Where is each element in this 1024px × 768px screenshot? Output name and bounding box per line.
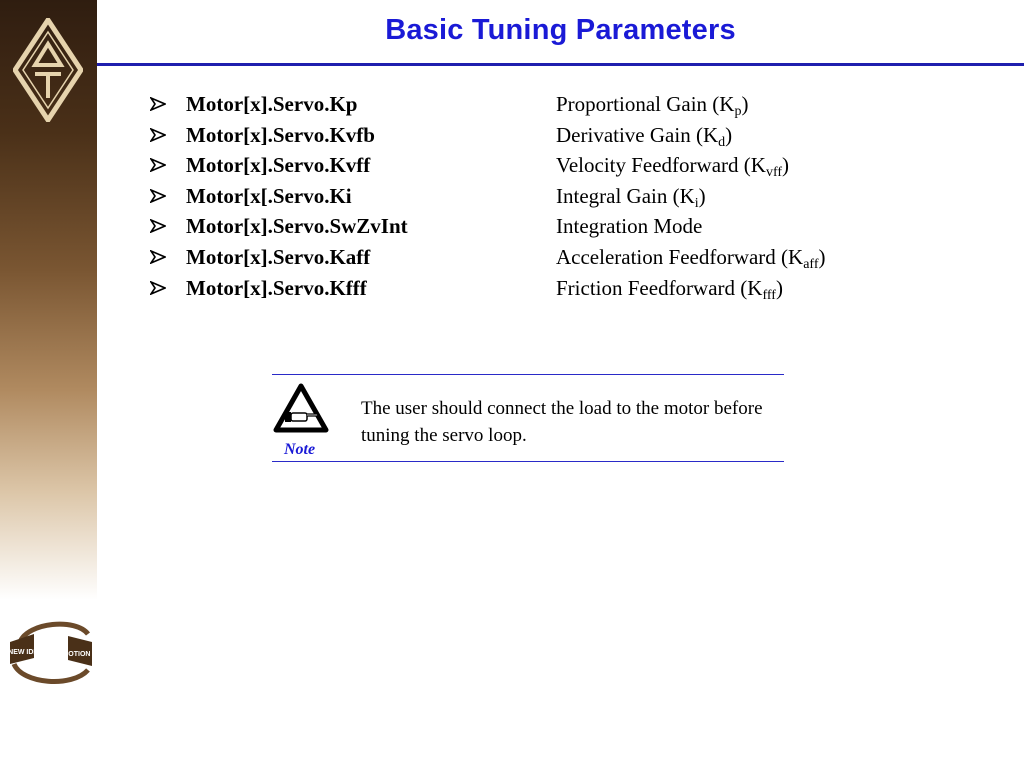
parameter-name: Motor[x].Servo.Kvff [186, 153, 371, 178]
page-title: Basic Tuning Parameters [385, 14, 736, 46]
parameter-description-text: Proportional Gain (K [556, 92, 735, 116]
parameter-description-close: ) [698, 183, 706, 208]
logo-text-in-motion: IN MOTION [53, 651, 91, 658]
logo-text-new-ideas: NEW IDEAS [8, 649, 48, 656]
parameter-description [556, 214, 702, 239]
parameter-description-close: ) [818, 244, 826, 269]
arrow-bullet-icon [150, 189, 166, 203]
sidebar-gradient [0, 0, 97, 600]
parameter-subscript: vff [765, 165, 783, 181]
parameter-description-text: Friction Feedforward (K [556, 275, 763, 300]
parameter-subscript: d [718, 134, 726, 150]
arrow-bullet-icon [150, 97, 166, 111]
parameter-description-text: Integral Gain (K [556, 183, 695, 208]
parameter-description-text: Acceleration Feedforward (K [556, 244, 804, 269]
parameter-subscript: i [694, 195, 699, 211]
parameter-description [556, 245, 826, 270]
parameter-name: Motor[x].Servo.Kfff [186, 275, 367, 300]
parameter-description [556, 276, 783, 301]
parameter-description-close: ) [741, 92, 749, 116]
parameter-description-text: Derivative Gain (K [556, 122, 719, 147]
arrow-bullet-icon [150, 219, 166, 233]
parameter-description [556, 153, 790, 181]
arrow-bullet-icon [150, 281, 166, 295]
parameter-name: Motor[x].Servo.Kp [186, 92, 358, 116]
parameter-description-close: ) [775, 275, 783, 300]
parameter-description-text: Integration Mode [556, 214, 703, 239]
parameter-name: Motor[x].Servo.SwZvInt [186, 214, 408, 239]
title-divider [97, 63, 1024, 66]
parameter-description-close: ) [782, 153, 790, 178]
arrow-bullet-icon [150, 250, 166, 264]
arrow-bullet-icon [150, 158, 166, 172]
parameter-subscript: aff [803, 256, 819, 272]
parameter-description-text: Velocity Feedforward (K [556, 153, 766, 178]
parameter-name: Motor[x].Servo.Kaff [186, 244, 371, 269]
parameter-description [556, 184, 706, 209]
parameter-subscript: fff [762, 287, 776, 303]
parameter-name: Motor[x[.Servo.Ki [186, 183, 352, 208]
parameter-description [556, 92, 748, 117]
note-label: Note [284, 441, 316, 458]
parameter-subscript: p [734, 104, 742, 119]
delta-tau-logo [13, 18, 83, 122]
new-ideas-in-motion-logo [6, 612, 96, 692]
pointing-hand-warning-icon [273, 383, 329, 433]
parameter-description [556, 123, 732, 148]
note-box [272, 374, 784, 462]
arrow-bullet-icon [150, 128, 166, 142]
parameter-name: Motor[x].Servo.Kvfb [186, 122, 375, 147]
parameter-description-close: ) [725, 122, 733, 147]
note-text: The user should connect the load to the motor before tuning the servo loop. [361, 398, 763, 446]
